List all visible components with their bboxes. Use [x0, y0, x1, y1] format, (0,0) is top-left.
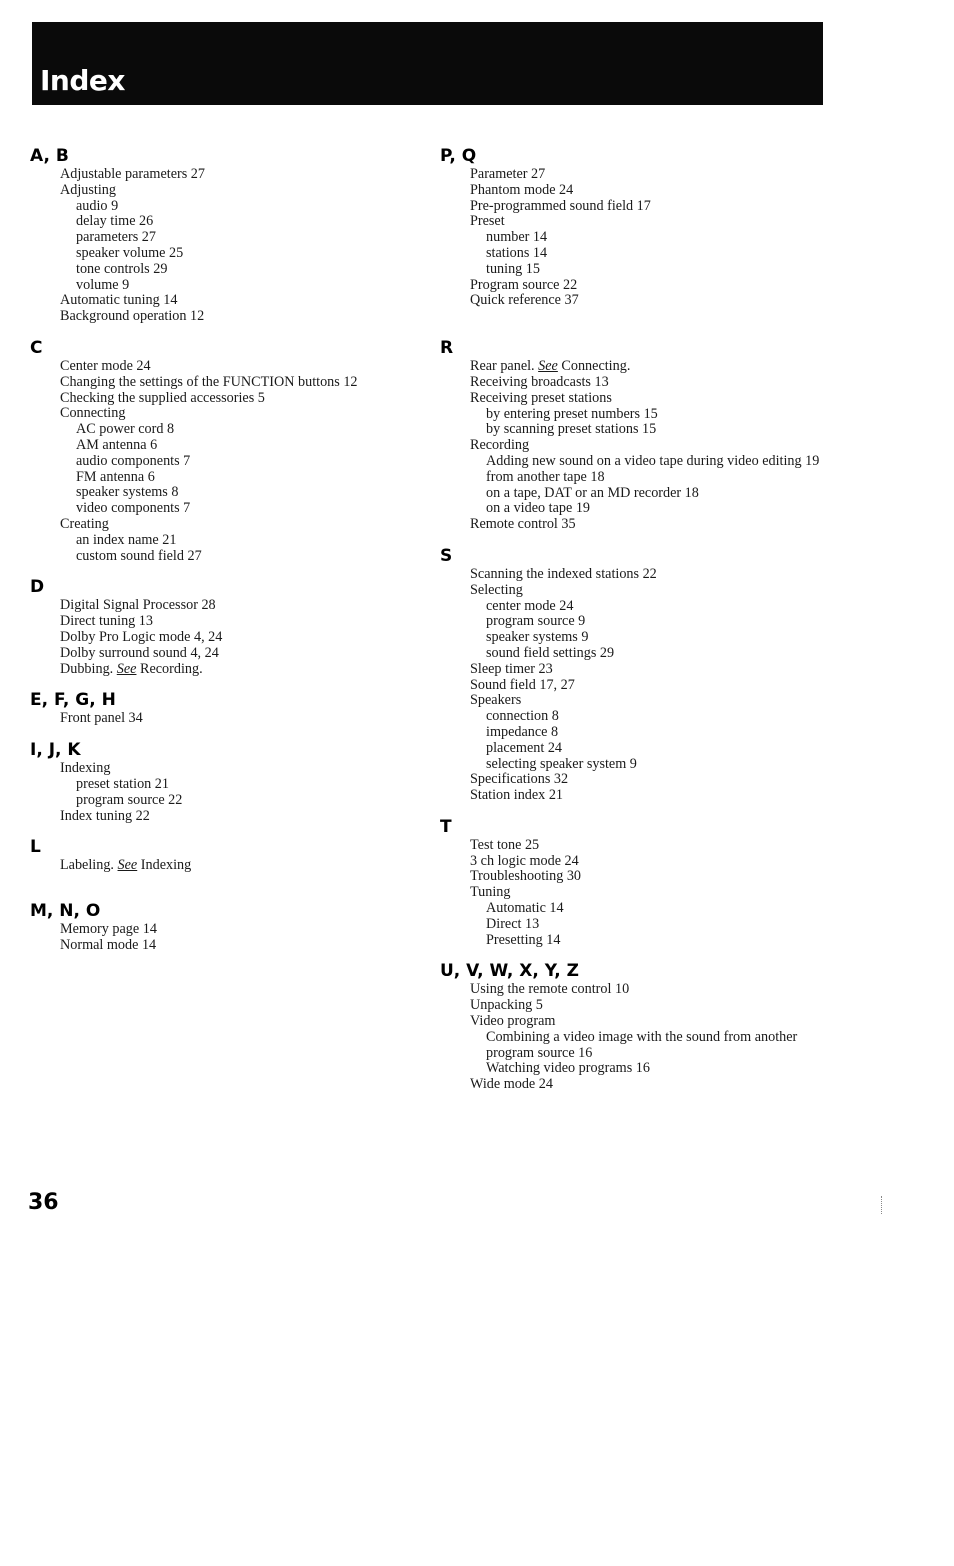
index-section-d	[30, 576, 400, 677]
index-section-c	[30, 337, 400, 564]
section-heading: U, V, W, X, Y, Z	[440, 961, 579, 982]
index-entry	[440, 583, 840, 599]
index-entry	[440, 359, 840, 375]
index-entry	[440, 885, 840, 901]
entry-text: Wide mode 24	[470, 1076, 553, 1093]
index-entry	[440, 662, 840, 678]
index-entry-list	[30, 598, 400, 677]
index-section-u-v-w-x-y-z	[440, 960, 840, 1093]
index-subentry	[440, 407, 840, 423]
index-entry	[30, 614, 400, 630]
section-heading: P, Q	[440, 146, 477, 166]
entry-text: Labeling.	[60, 857, 118, 874]
entry-text: Presetting 14	[486, 931, 561, 948]
entry-text: Test tone 25	[470, 836, 540, 853]
entry-text: Parameter 27	[470, 166, 546, 182]
index-column-left	[30, 145, 400, 954]
see-target: Indexing	[137, 857, 192, 874]
index-subentry	[30, 262, 400, 278]
entry-text: Remote control 35	[470, 516, 576, 533]
index-section-m-n-o	[30, 900, 400, 954]
index-subentry	[440, 646, 840, 662]
entry-text: Automatic 14	[486, 900, 564, 917]
entry-text: audio 9	[76, 197, 119, 214]
index-subentry	[440, 454, 826, 470]
index-entry-list	[30, 359, 400, 564]
index-entry	[440, 199, 840, 215]
index-entry-list	[30, 858, 400, 874]
index-entry	[30, 630, 400, 646]
entry-text: AC power cord 8	[76, 421, 175, 438]
index-subentry	[440, 470, 840, 486]
see-target: Recording.	[136, 660, 203, 677]
index-entry	[30, 183, 400, 199]
index-entry	[30, 359, 400, 375]
index-entry-list	[30, 167, 400, 325]
index-entry	[30, 293, 400, 309]
index-entry	[30, 406, 400, 422]
index-subentry	[30, 199, 400, 215]
index-section-a-b	[30, 145, 400, 325]
entry-text: Video program	[470, 1013, 556, 1030]
entry-text: Direct tuning 13	[60, 613, 153, 630]
entry-text: an index name 21	[76, 531, 177, 548]
index-entry-list	[30, 711, 400, 727]
entry-text: FM antenna 6	[76, 468, 155, 485]
section-heading: A, B	[30, 146, 69, 166]
index-entry	[30, 517, 400, 533]
entry-text: Pre-programmed sound field 17	[470, 197, 651, 214]
entry-text: Combining a video image with the sound from another program source 16	[486, 1028, 798, 1061]
index-entry	[440, 1077, 840, 1093]
entry-text: custom sound field 27	[76, 547, 202, 564]
entry-text: Station index 21	[470, 787, 564, 804]
entry-text: Speakers	[470, 692, 522, 709]
entry-text: program source 9	[486, 613, 586, 630]
index-entry	[30, 761, 400, 777]
index-entry	[30, 922, 400, 938]
index-subentry	[440, 1061, 840, 1077]
index-subentry	[440, 599, 840, 615]
index-subentry	[30, 230, 400, 246]
entry-text: preset station 21	[76, 775, 169, 792]
index-entry	[30, 711, 400, 727]
index-subentry	[440, 230, 840, 246]
entry-text: from another tape 18	[486, 468, 605, 485]
entry-text: Normal mode 14	[60, 936, 157, 953]
entry-text: speaker volume 25	[76, 244, 184, 261]
index-subentry	[30, 501, 400, 517]
entry-text: Index tuning 22	[60, 807, 150, 824]
entry-text: Unpacking 5	[470, 997, 543, 1014]
entry-text: Using the remote control 10	[470, 981, 630, 998]
index-subentry	[30, 246, 400, 262]
index-entry	[440, 838, 840, 854]
index-entry	[30, 167, 400, 183]
index-entry	[440, 438, 840, 454]
index-subentry	[440, 262, 840, 278]
index-entry	[30, 598, 400, 614]
entry-text: Automatic tuning 14	[60, 292, 178, 309]
index-entry-list	[440, 982, 840, 1093]
index-subentry	[30, 533, 400, 549]
entry-text: Adjustable parameters 27	[60, 166, 205, 182]
index-section-s	[440, 545, 840, 804]
entry-text: Quick reference 37	[470, 292, 579, 309]
see-reference: See	[538, 358, 558, 375]
entry-text: Front panel 34	[60, 710, 143, 727]
index-entry	[30, 858, 400, 874]
index-entry-list	[30, 761, 400, 824]
entry-text: Recording	[470, 437, 530, 454]
index-subentry	[440, 422, 840, 438]
entry-text: Dubbing.	[60, 660, 117, 677]
entry-text: 3 ch logic mode 24	[470, 852, 579, 869]
index-entry	[440, 517, 840, 533]
index-subentry	[440, 917, 840, 933]
entry-text: video components 7	[76, 500, 191, 517]
entry-text: Dolby surround sound 4, 24	[60, 644, 219, 661]
index-entry	[440, 982, 840, 998]
entry-text: center mode 24	[486, 597, 574, 614]
index-entry	[440, 693, 840, 709]
index-entry	[440, 998, 840, 1014]
index-entry	[30, 309, 400, 325]
index-subentry	[440, 901, 840, 917]
entry-text: Phantom mode 24	[470, 181, 574, 198]
entry-text: audio components 7	[76, 452, 191, 469]
index-entry	[440, 854, 840, 870]
entry-text: Dolby Pro Logic mode 4, 24	[60, 628, 223, 645]
index-subentry	[440, 709, 840, 725]
entry-text: by entering preset numbers 15	[486, 405, 658, 422]
index-subentry	[440, 933, 840, 949]
index-entry	[440, 788, 840, 804]
index-entry	[440, 375, 840, 391]
index-entry	[30, 391, 400, 407]
index-section-l	[30, 836, 400, 874]
entry-text: Sound field 17, 27	[470, 676, 575, 693]
entry-text: tone controls 29	[76, 260, 168, 277]
entry-text: connection 8	[486, 708, 559, 725]
index-subentry	[30, 793, 400, 809]
entry-text: Background operation 12	[60, 308, 205, 325]
index-entry-list	[30, 922, 400, 954]
page-title: Index	[40, 64, 125, 97]
entry-text: Watching video programs 16	[486, 1060, 650, 1077]
index-entry	[440, 678, 840, 694]
index-section-e-f-g-h	[30, 689, 400, 727]
see-target: Connecting.	[557, 358, 631, 375]
index-subentry	[30, 485, 400, 501]
entry-text: Scanning the indexed stations 22	[470, 565, 657, 582]
index-column-right	[440, 145, 840, 1093]
index-subentry	[30, 549, 400, 565]
index-entry	[30, 375, 400, 391]
section-heading: R	[440, 338, 454, 359]
entry-text: number 14	[486, 229, 548, 246]
entry-text: Memory page 14	[60, 921, 157, 938]
index-entry	[440, 278, 840, 294]
entry-text: speaker systems 8	[76, 484, 179, 501]
entry-text: selecting speaker system 9	[486, 755, 637, 772]
entry-text: delay time 26	[76, 213, 154, 230]
index-section-i-j-k	[30, 739, 400, 824]
entry-text: Adjusting	[60, 181, 116, 198]
index-entry	[440, 167, 840, 183]
index-banner	[32, 22, 823, 105]
index-section-p-q	[440, 145, 840, 309]
section-heading: E, F, G, H	[30, 690, 116, 711]
entry-text: Digital Signal Processor 28	[60, 597, 216, 614]
index-subentry	[440, 757, 840, 773]
index-entry-list	[440, 167, 840, 309]
entry-text: parameters 27	[76, 229, 156, 246]
index-entry	[30, 809, 400, 825]
entry-text: Receiving preset stations	[470, 389, 612, 406]
entry-text: Receiving broadcasts 13	[470, 373, 609, 390]
entry-text: Checking the supplied accessories 5	[60, 389, 265, 406]
index-subentry	[30, 470, 400, 486]
section-heading: M, N, O	[30, 901, 101, 922]
index-subentry	[30, 777, 400, 793]
index-section-r	[440, 337, 840, 533]
entry-text: Indexing	[60, 760, 111, 777]
see-reference: See	[116, 660, 137, 677]
entry-text: sound field settings 29	[486, 644, 615, 661]
entry-text: Adding new sound on a video tape during video editing 19	[486, 452, 820, 469]
index-entry	[440, 293, 840, 309]
entry-text: speaker systems 9	[486, 629, 589, 646]
index-entry-list	[440, 567, 840, 804]
entry-text: Tuning	[470, 884, 511, 901]
index-subentry	[440, 630, 840, 646]
entry-text: placement 24	[486, 739, 563, 756]
index-subentry	[440, 501, 840, 517]
section-heading: S	[440, 545, 453, 566]
index-entry-list	[440, 838, 840, 949]
entry-text: AM antenna 6	[76, 436, 158, 453]
entry-text: Selecting	[470, 581, 523, 598]
index-subentry	[440, 725, 840, 741]
entry-text: Preset	[470, 213, 505, 230]
section-heading: D	[30, 577, 45, 598]
index-subentry	[440, 486, 840, 502]
index-entry	[440, 1014, 840, 1030]
section-heading: L	[30, 837, 41, 858]
index-subentry	[440, 1030, 826, 1062]
index-entry	[440, 183, 840, 199]
entry-text: Specifications 32	[470, 771, 569, 788]
entry-text: Center mode 24	[60, 357, 151, 374]
entry-text: Sleep timer 23	[470, 660, 553, 677]
index-subentry	[440, 246, 840, 262]
entry-text: on a video tape 19	[486, 500, 591, 517]
index-entry-list	[440, 359, 840, 533]
section-heading: C	[30, 337, 43, 358]
index-entry	[30, 646, 400, 662]
entry-text: impedance 8	[486, 723, 559, 740]
section-heading: T	[440, 816, 452, 837]
section-heading: I, J, K	[30, 740, 81, 761]
entry-text: Changing the settings of the FUNCTION buttons 12	[60, 373, 358, 390]
index-section-t	[440, 816, 840, 949]
entry-text: Program source 22	[470, 276, 578, 293]
entry-text: on a tape, DAT or an MD recorder 18	[486, 484, 699, 501]
page-number: 36	[28, 1190, 59, 1215]
index-entry	[440, 214, 840, 230]
index-subentry	[30, 454, 400, 470]
index-subentry	[30, 214, 400, 230]
index-entry	[30, 938, 400, 954]
entry-text: program source 22	[76, 791, 183, 808]
entry-text: volume 9	[76, 276, 130, 293]
index-subentry	[30, 438, 400, 454]
index-entry	[440, 869, 840, 885]
entry-text: Direct 13	[486, 915, 540, 932]
edge-mark	[881, 1196, 883, 1214]
index-subentry	[440, 614, 840, 630]
see-reference: See	[117, 857, 138, 874]
entry-text: Connecting	[60, 405, 126, 422]
entry-text: Troubleshooting 30	[470, 868, 582, 885]
index-entry	[440, 567, 840, 583]
index-subentry	[30, 278, 400, 294]
entry-text: stations 14	[486, 244, 548, 261]
entry-text: Rear panel.	[470, 358, 539, 375]
index-subentry	[440, 741, 840, 757]
entry-text: Creating	[60, 515, 109, 532]
index-subentry	[30, 422, 400, 438]
index-entry	[440, 391, 840, 407]
index-entry	[440, 772, 840, 788]
index-entry	[30, 662, 400, 678]
entry-text: tuning 15	[486, 260, 540, 277]
entry-text: by scanning preset stations 15	[486, 421, 657, 438]
